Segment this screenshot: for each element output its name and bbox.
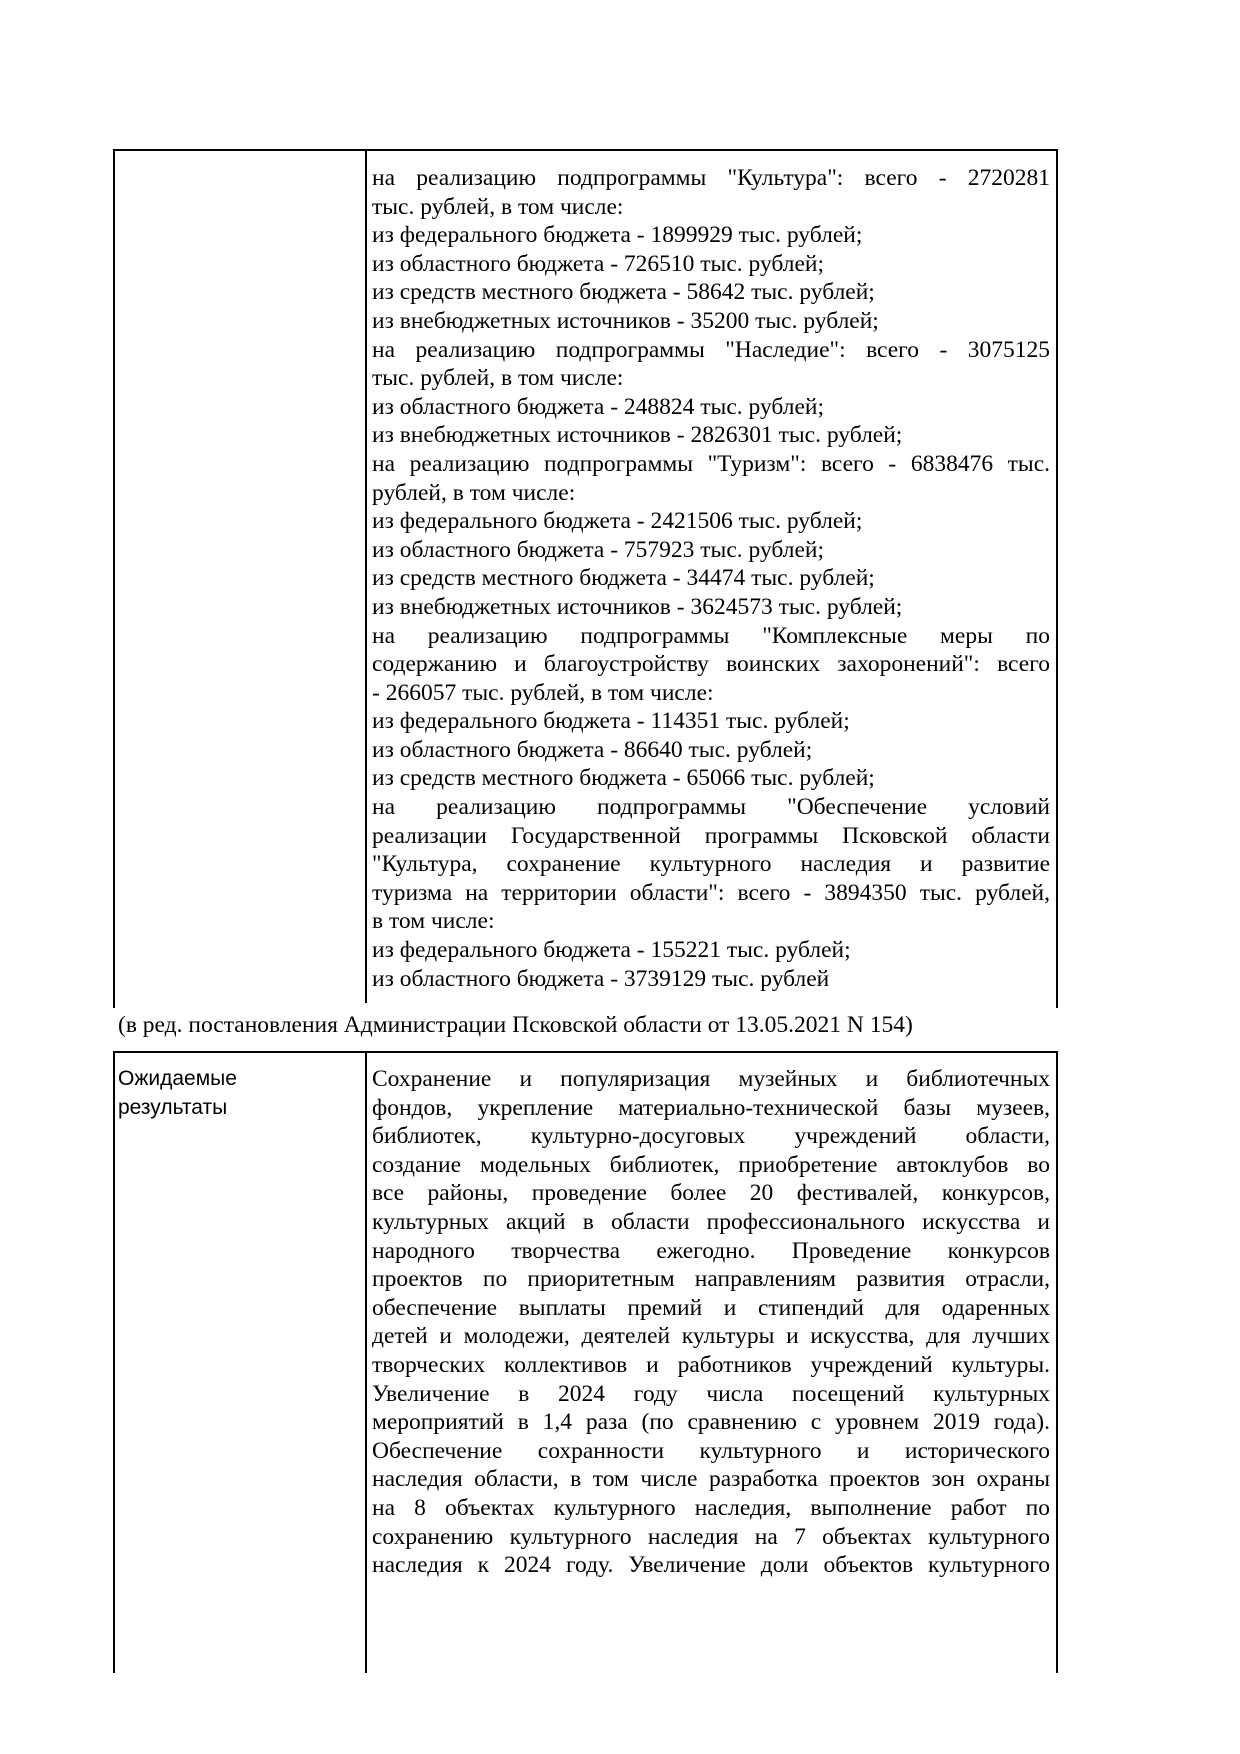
text-line: из областного бюджета - 757923 тыс. рублей; (372, 536, 825, 563)
text-line: наследия области, в том числе разработка проектов зон охраны (372, 1466, 1050, 1493)
text-line: мероприятий в 1,4 раза (по сравнению с уровнем 2019 года). (372, 1409, 1050, 1436)
table-row-separator (113, 1051, 1058, 1053)
table-column-divider-lower (365, 1051, 367, 1673)
table-top-border (113, 149, 1058, 151)
text-line: обеспечение выплаты премий и стипендий для одаренных (372, 1294, 1050, 1321)
text-line: из средств местного бюджета - 34474 тыс. рублей; (372, 565, 875, 592)
text-line: из областного бюджета - 248824 тыс. рублей; (372, 393, 825, 420)
text-line: из областного бюджета - 3739129 тыс. рублей (372, 965, 830, 992)
text-line: содержанию и благоустройству воинских захоронений": всего (372, 651, 1050, 678)
text-line: библиотек, культурно-досуговых учреждений области, (372, 1123, 1050, 1150)
expected-results-text (372, 1065, 1050, 1580)
amendment-note: (в ред. постановления Администрации Псковской области от 13.05.2021 N 154) (118, 1012, 913, 1038)
funding-cell (372, 164, 1050, 993)
text-line: из федерального бюджета - 155221 тыс. рублей; (372, 937, 851, 964)
text-line: в том числе: (372, 908, 495, 935)
table-left-border-upper (113, 149, 115, 1008)
text-line: тыс. рублей, в том числе: (372, 193, 624, 220)
text-line: из областного бюджета - 726510 тыс. рублей; (372, 250, 825, 277)
text-line: - 266057 тыс. рублей, в том числе: (372, 679, 714, 706)
text-line: из внебюджетных источников - 2826301 тыс. рублей; (372, 422, 903, 449)
text-line: Увеличение в 2024 году числа посещений культурных (372, 1380, 1050, 1407)
table-right-border-upper (1056, 149, 1058, 1008)
text-line: из внебюджетных источников - 3624573 тыс. рублей; (372, 593, 903, 620)
text-line: туризма на территории области": всего - 3894350 тыс. рублей, (372, 879, 1050, 906)
table-column-divider-upper (365, 149, 367, 1003)
text-line: народного творчества ежегодно. Проведение конкурсов (372, 1237, 1050, 1264)
text-line: сохранению культурного наследия на 7 объектах культурного (372, 1523, 1050, 1550)
text-line: на реализацию подпрограммы "Наследие": всего - 3075125 (372, 336, 1050, 363)
text-line: из федерального бюджета - 2421506 тыс. рублей; (372, 508, 863, 535)
table-right-border-lower (1056, 1051, 1058, 1673)
expected-results-label (118, 1065, 358, 1122)
text-line: Обеспечение сохранности культурного и исторического (372, 1437, 1050, 1464)
label-line: Ожидаемые (118, 1067, 237, 1090)
text-line: Сохранение и популяризация музейных и библиотечных (372, 1066, 1050, 1092)
text-line: из федерального бюджета - 114351 тыс. рублей; (372, 708, 850, 735)
text-line: фондов, укрепление материально-технической базы музеев, (372, 1094, 1050, 1121)
text-line: из средств местного бюджета - 58642 тыс. рублей; (372, 279, 875, 306)
text-line: создание модельных библиотек, приобретение автоклубов во (372, 1151, 1050, 1178)
text-line: из средств местного бюджета - 65066 тыс. рублей; (372, 765, 875, 792)
text-line: из федерального бюджета - 1899929 тыс. рублей; (372, 222, 863, 249)
text-line: все районы, проведение более 20 фестивалей, конкурсов, (372, 1180, 1050, 1207)
text-line: рублей, в том числе: (372, 479, 576, 506)
text-line: "Культура, сохранение культурного наследия и развитие (372, 851, 1050, 878)
text-line: на реализацию подпрограммы "Туризм": всего - 6838476 тыс. (372, 450, 1050, 477)
text-line: реализации Государственной программы Псковской области (372, 822, 1050, 849)
text-line: на реализацию подпрограммы "Комплексные меры по (372, 622, 1050, 649)
text-line: детей и молодежи, деятелей культуры и искусства, для лучших (372, 1323, 1050, 1350)
text-line: на реализацию подпрограммы "Культура": всего - 2720281 (372, 165, 1050, 191)
text-line: проектов по приоритетным направлениям развития отрасли, (372, 1266, 1050, 1293)
label-line: результаты (118, 1095, 228, 1119)
text-line: наследия к 2024 году. Увеличение доли объектов культурного (372, 1552, 1050, 1579)
text-line: тыс. рублей, в том числе: (372, 365, 624, 392)
text-line: из внебюджетных источников - 35200 тыс. рублей; (372, 307, 879, 334)
text-line: из областного бюджета - 86640 тыс. рублей; (372, 736, 813, 763)
text-line: на реализацию подпрограммы "Обеспечение условий (372, 794, 1050, 821)
text-line: творческих коллективов и работников учреждений культуры. (372, 1351, 1050, 1378)
table-left-border-lower (113, 1051, 115, 1673)
text-line: культурных акций в области профессионального искусства и (372, 1208, 1050, 1235)
text-line: на 8 объектах культурного наследия, выполнение работ по (372, 1494, 1050, 1521)
